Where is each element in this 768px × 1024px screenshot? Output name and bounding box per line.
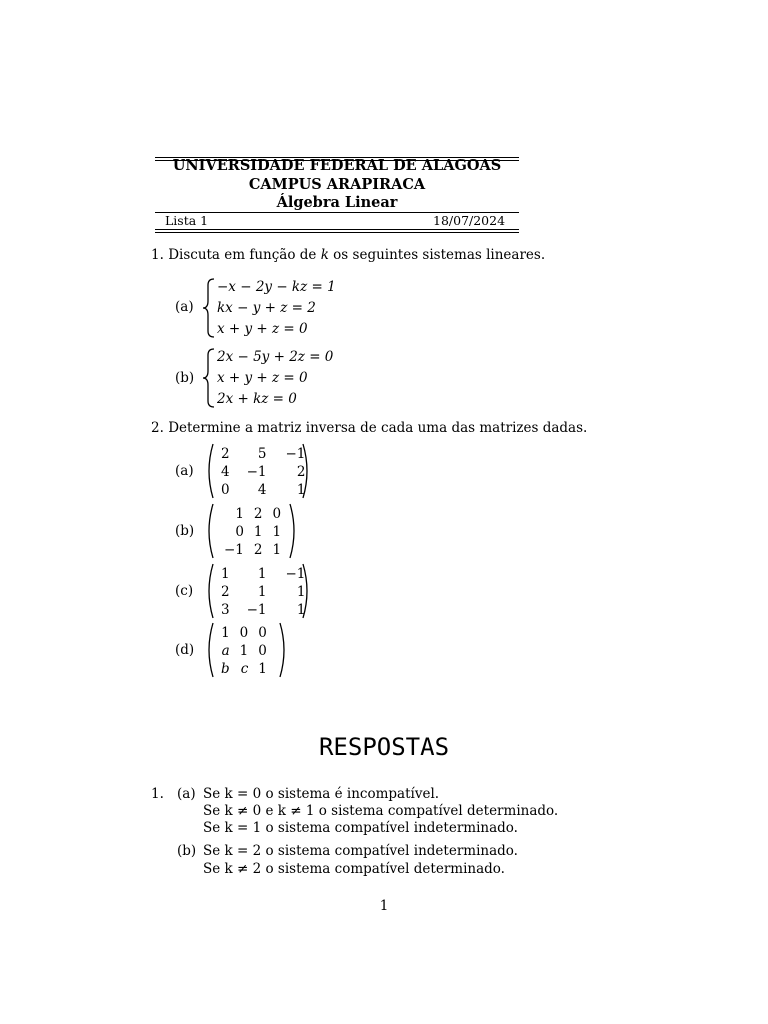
matrix-cell: b	[221, 661, 230, 677]
question-text: Determine a matriz inversa de cada uma das matrizes dadas.	[168, 420, 588, 436]
item-label: (c)	[175, 583, 194, 599]
matrix-cell: 3	[221, 602, 230, 618]
left-paren-icon	[204, 622, 214, 678]
question-2	[151, 420, 587, 436]
matrix-cell: −1	[246, 464, 267, 480]
answer-line: Se k = 1 o sistema compatível indeterminado.	[203, 820, 518, 836]
question-1	[151, 247, 545, 263]
question-number: 2.	[151, 420, 164, 436]
page-number: 1	[379, 898, 389, 914]
matrix-cell: 1	[235, 506, 244, 522]
matrix-c	[216, 565, 310, 619]
matrix-cell: −1	[224, 542, 244, 558]
matrix-cell: 0	[272, 506, 282, 522]
question-text-post: os seguintes sistemas lineares.	[328, 247, 546, 263]
matrix-cell: 0	[221, 482, 230, 498]
matrix-cell: −1	[285, 566, 306, 582]
matrix-cell: 5	[257, 446, 267, 462]
answer-number: 1.	[151, 786, 164, 802]
matrix-cell: −1	[285, 446, 306, 462]
matrix-cell: 1	[253, 524, 263, 540]
left-paren-icon	[204, 563, 214, 619]
header-rule-bottom-1	[155, 229, 519, 230]
left-brace-icon	[202, 277, 216, 339]
answer-item-label: (a)	[177, 786, 196, 802]
matrix-cell: 1	[296, 602, 306, 618]
left-brace-icon	[202, 347, 216, 409]
equation-line: −x − 2y − kz = 1	[217, 279, 336, 295]
equation-line: x + y + z = 0	[217, 370, 308, 386]
left-paren-icon	[204, 443, 214, 499]
matrix-cell: 0	[239, 625, 249, 641]
matrix-cell: 0	[235, 524, 244, 540]
answer-line: Se k = 2 o sistema compatível indeterminado.	[203, 843, 518, 859]
left-paren-icon	[204, 503, 214, 559]
matrix-b	[216, 505, 286, 559]
campus-name: CAMPUS ARAPIRACA	[248, 176, 426, 193]
matrix-cell: 2	[221, 446, 230, 462]
matrix-cell: 1	[221, 566, 230, 582]
matrix-d	[216, 624, 272, 678]
answer-item-label: (b)	[177, 843, 197, 859]
question-text-var: k	[320, 247, 329, 263]
matrix-cell: −1	[246, 602, 267, 618]
matrix-cell: 1	[296, 482, 306, 498]
question-number: 1.	[151, 247, 164, 263]
university-name: UNIVERSIDADE FEDERAL DE ALAGOAS	[172, 157, 502, 174]
matrix-cell: 4	[221, 464, 230, 480]
right-paren-icon	[289, 503, 299, 559]
matrix-cell: c	[240, 661, 249, 677]
answer-line: Se k = 0 o sistema é incompatível.	[203, 786, 440, 802]
matrix-cell: 1	[239, 643, 249, 659]
matrix-cell: 1	[257, 566, 267, 582]
right-paren-icon	[279, 622, 289, 678]
answers-title: RESPOSTAS	[318, 733, 450, 761]
item-label: (b)	[175, 370, 195, 386]
matrix-cell: 2	[253, 542, 263, 558]
matrix-cell: 1	[258, 661, 267, 677]
matrix-cell: 0	[258, 625, 267, 641]
item-label: (d)	[175, 642, 195, 658]
answer-line: Se k ≠ 0 e k ≠ 1 o sistema compatível determinado.	[203, 803, 559, 819]
matrix-cell: 1	[296, 584, 306, 600]
matrix-cell: 2	[221, 584, 230, 600]
matrix-cell: 2	[253, 506, 263, 522]
equation-line: kx − y + z = 2	[217, 300, 316, 316]
equation-line: 2x + kz = 0	[217, 391, 297, 407]
list-label: Lista 1	[165, 213, 209, 228]
matrix-a	[216, 445, 310, 499]
item-label: (a)	[175, 299, 194, 315]
question-text-pre: Discuta em função de	[168, 247, 321, 263]
matrix-cell: 1	[221, 625, 230, 641]
equation-line: x + y + z = 0	[217, 321, 308, 337]
item-label: (a)	[175, 463, 194, 479]
right-paren-icon	[302, 563, 312, 619]
matrix-cell: 2	[296, 464, 306, 480]
matrix-cell: 1	[272, 524, 282, 540]
course-name: Álgebra Linear	[276, 194, 398, 211]
header-rule-bottom-2	[155, 232, 519, 233]
matrix-cell: 1	[272, 542, 282, 558]
matrix-cell: 4	[257, 482, 267, 498]
date-label: 18/07/2024	[433, 213, 506, 228]
matrix-cell: 1	[257, 584, 267, 600]
matrix-cell: 0	[258, 643, 267, 659]
answer-line: Se k ≠ 2 o sistema compatível determinado.	[203, 861, 505, 877]
item-label: (b)	[175, 523, 195, 539]
matrix-cell: a	[221, 643, 230, 659]
equation-line: 2x − 5y + 2z = 0	[217, 349, 334, 365]
right-paren-icon	[302, 443, 312, 499]
